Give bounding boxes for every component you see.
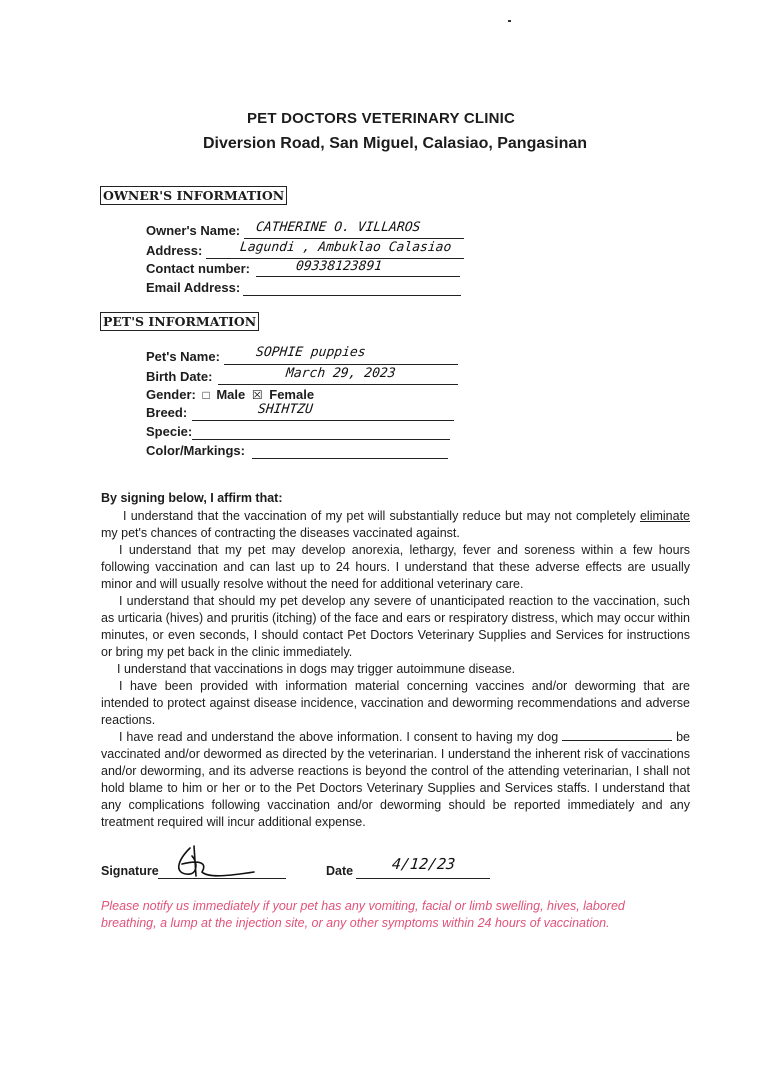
handwritten-signature [168,842,258,884]
email-label: Email Address: [146,280,241,295]
color-markings-line[interactable] [252,442,448,459]
owner-section-title: OWNER'S INFORMATION [100,186,287,205]
scan-speck [508,20,511,22]
gender-female-label: Female [269,387,315,402]
consent-paragraph-6 [101,729,690,831]
p1-text-a: I understand that the vaccination of my pet will substantially reduce but may not completely [123,509,640,523]
contact-value: 09338123891 [295,259,383,274]
gender-row [146,387,314,402]
pet-name-label: Pet's Name: [146,349,220,364]
affirm-title: By signing below, I affirm that: [101,491,283,505]
address-label: Address: [146,243,203,258]
male-checkbox[interactable]: □ [202,388,210,402]
specie-label: Specie: [146,424,193,439]
dog-name-blank[interactable] [562,729,672,741]
signature-label: Signature [101,864,159,878]
p6-text-a: I have read and understand the above information. I consent to having my dog [119,730,563,744]
female-checkbox-checked[interactable]: ☒ [251,388,263,402]
gender-label: Gender: [146,387,196,402]
birth-date-value: March 29, 2023 [285,366,397,381]
consent-paragraph-3: I understand that should my pet develop any severe of unanticipated reaction to the vaccination, such as urticaria (hives) and pruritis (itching) of the face and ears or respiratory distress, which may occur within minutes, or even seconds, I should contact Pet Doctors Veterinary Supplies and Services for instructions or bring my pet back in the clinic immediately. [101,594,690,659]
breed-label: Breed: [146,405,188,420]
color-markings-label: Color/Markings: [146,443,245,458]
owner-name-label: Owner's Name: [146,223,241,238]
date-label: Date [326,864,354,878]
gender-male-label: Male [216,387,246,402]
specie-line[interactable] [192,423,450,440]
breed-line[interactable] [192,404,454,421]
birth-date-label: Birth Date: [146,369,213,384]
clinic-address: Diversion Road, San Miguel, Calasiao, Pangasinan [202,135,588,152]
p1-underlined: eliminate [639,509,690,523]
clinic-name: PET DOCTORS VETERINARY CLINIC [246,110,516,127]
pink-notice: Please notify us immediately if your pet has any vomiting, facial or limb swelling, hives, labored breathing, a lump at the injection site, or any other symptoms within 24 hours of vaccination. [101,899,625,930]
consent-paragraph-1 [101,508,690,542]
consent-paragraph-4: I understand that vaccinations in dogs may trigger autoimmune disease. [117,662,516,676]
consent-paragraph-2: I understand that my pet may develop anorexia, lethargy, fever and soreness within a few hours following vaccination and can last up to 24 hours. I understand that these adverse effects are usually minor and will usually resolve without the need for additional veterinary care. [101,543,690,591]
pet-name-value: SOPHIE puppies [255,345,367,360]
p1-text-b: my pet's chances of contracting the diseases vaccinated against. [101,526,460,540]
date-value: 4/12/23 [391,855,457,873]
owner-name-value: CATHERINE O. VILLAROS [255,220,422,235]
consent-paragraph-5: I have been provided with information material concerning vaccines and/or deworming that are intended to protect against disease incidence, vaccination and deworming recommendations and adverse reactions. [101,679,690,727]
address-value: Lagundi , Ambuklao Calasiao [239,240,453,255]
breed-value: SHIHTZU [257,402,314,417]
p6-text-b: be vaccinated and/or dewormed as directed by the veterinarian. I understand the inherent risk of vaccinations and/or deworming, and its adverse reactions is beyond the control of the attending veterinarian, I shall not hold blame to him or her or to the Pet Doctors Veterinary Supplies and Services staffs. I understand that any complications following vaccination and/or deworming should be reported immediately and any treatment required will incur additional expense. [101,730,690,829]
email-line[interactable] [243,279,461,296]
pet-section-title: PET'S INFORMATION [100,312,259,331]
contact-label: Contact number: [146,261,250,276]
